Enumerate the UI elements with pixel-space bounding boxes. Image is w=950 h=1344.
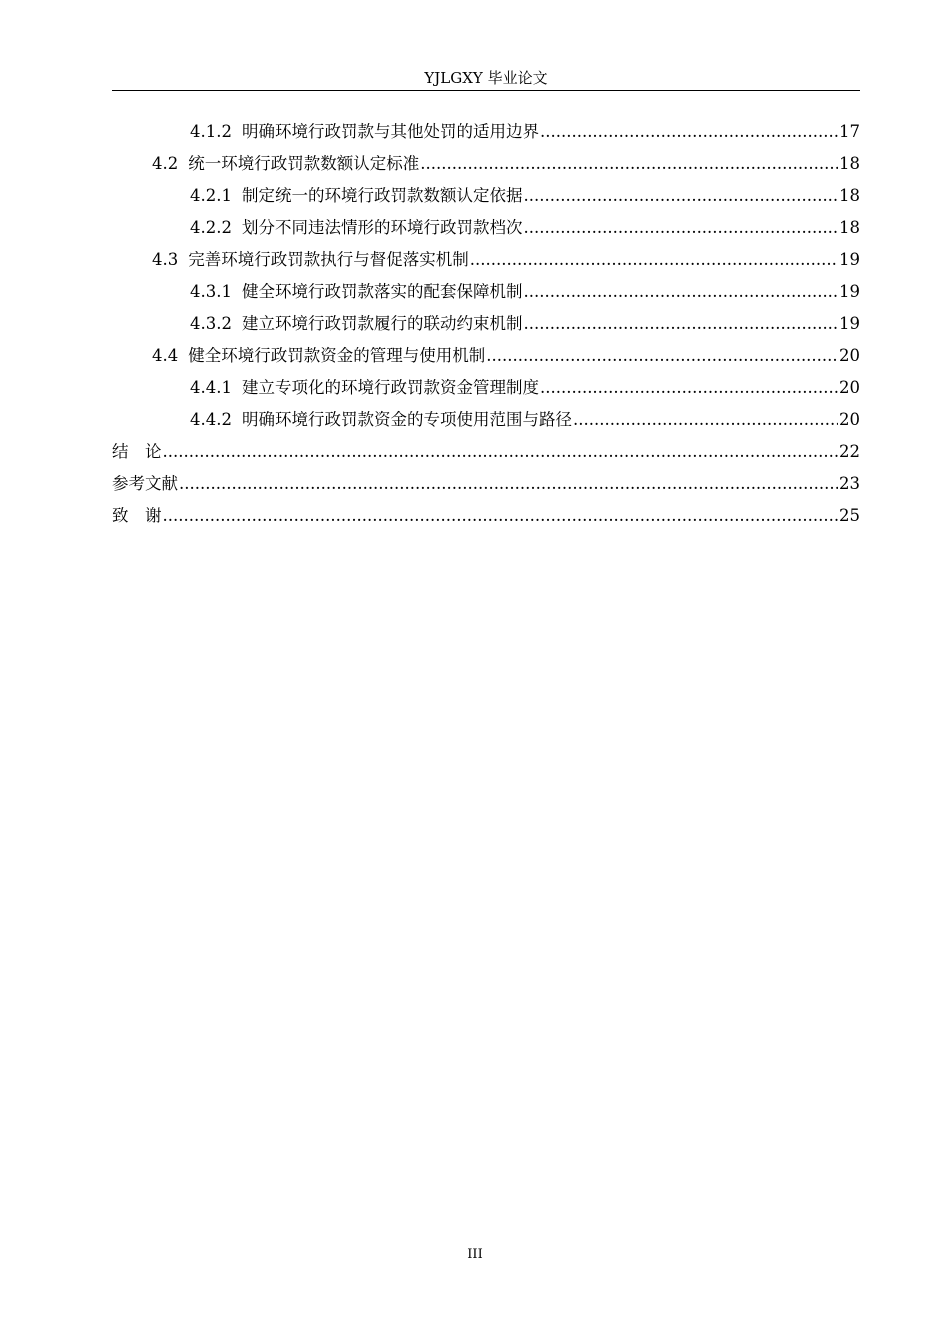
toc-leader-dots bbox=[523, 308, 838, 340]
toc-entry-number: 4.4 bbox=[152, 346, 179, 365]
toc-entry-title: 建立专项化的环境行政罚款资金管理制度 bbox=[241, 378, 539, 397]
toc-entry-page: 25 bbox=[839, 506, 860, 525]
toc-entry-number: 4.1.2 bbox=[190, 122, 232, 141]
toc-entry-title: 明确环境行政罚款资金的专项使用范围与路径 bbox=[241, 410, 572, 429]
toc-entry-number: 4.4.2 bbox=[190, 410, 232, 429]
toc-leader-dots bbox=[163, 500, 839, 532]
toc-entry-page: 20 bbox=[839, 410, 860, 429]
toc-leader-dots bbox=[523, 212, 838, 244]
page-number: III bbox=[467, 1247, 483, 1262]
toc-entry-number: 4.2.2 bbox=[190, 218, 232, 237]
toc-entry-title: 统一环境行政罚款数额认定标准 bbox=[188, 154, 420, 173]
toc-leader-dots bbox=[470, 244, 838, 276]
toc-entry-title: 健全环境行政罚款落实的配套保障机制 bbox=[241, 282, 523, 301]
toc-leader-dots bbox=[179, 468, 838, 500]
toc-entry-title: 完善环境行政罚款执行与督促落实机制 bbox=[188, 250, 469, 269]
toc-entry-page: 18 bbox=[839, 218, 860, 237]
toc-entry-number: 4.3.2 bbox=[190, 314, 232, 333]
table-of-contents bbox=[112, 116, 860, 532]
toc-entry-title: 划分不同违法情形的环境行政罚款档次 bbox=[241, 218, 523, 237]
toc-entry[interactable] bbox=[112, 500, 860, 532]
toc-entry-page: 17 bbox=[839, 122, 860, 141]
toc-entry[interactable] bbox=[112, 276, 860, 308]
toc-entry[interactable] bbox=[112, 372, 860, 404]
toc-entry-page: 20 bbox=[839, 346, 860, 365]
toc-entry[interactable] bbox=[112, 180, 860, 212]
page-header bbox=[112, 68, 860, 91]
toc-entry-page: 20 bbox=[839, 378, 860, 397]
toc-leader-dots bbox=[540, 372, 838, 404]
header-title: YJLGXY 毕业论文 bbox=[424, 69, 548, 87]
toc-entry-title: 结 论 bbox=[112, 442, 162, 461]
toc-entry[interactable] bbox=[112, 468, 860, 500]
toc-entry-page: 23 bbox=[839, 474, 860, 493]
toc-entry-number: 4.3 bbox=[152, 250, 179, 269]
toc-entry-title: 明确环境行政罚款与其他处罚的适用边界 bbox=[241, 122, 539, 141]
toc-leader-dots bbox=[420, 148, 838, 180]
toc-entry-title: 参考文献 bbox=[112, 474, 178, 493]
toc-entry[interactable] bbox=[112, 340, 860, 372]
toc-entry-page: 22 bbox=[839, 442, 860, 461]
toc-entry-title: 健全环境行政罚款资金的管理与使用机制 bbox=[188, 346, 486, 365]
toc-entry[interactable] bbox=[112, 148, 860, 180]
toc-entry-number: 4.4.1 bbox=[190, 378, 232, 397]
toc-leader-dots bbox=[540, 116, 838, 148]
toc-entry-number: 4.2.1 bbox=[190, 186, 232, 205]
toc-leader-dots bbox=[163, 436, 839, 468]
toc-entry-title: 制定统一的环境行政罚款数额认定依据 bbox=[241, 186, 523, 205]
toc-entry[interactable] bbox=[112, 436, 860, 468]
toc-entry[interactable] bbox=[112, 404, 860, 436]
toc-entry-page: 19 bbox=[839, 282, 860, 301]
toc-entry-title: 建立环境行政罚款履行的联动约束机制 bbox=[241, 314, 523, 333]
toc-leader-dots bbox=[573, 404, 838, 436]
toc-leader-dots bbox=[523, 276, 838, 308]
page-footer bbox=[0, 1246, 950, 1264]
toc-entry-page: 18 bbox=[839, 154, 860, 173]
toc-entry-page: 19 bbox=[839, 314, 860, 333]
toc-entry[interactable] bbox=[112, 116, 860, 148]
toc-entry[interactable] bbox=[112, 212, 860, 244]
toc-entry[interactable] bbox=[112, 244, 860, 276]
toc-entry-number: 4.3.1 bbox=[190, 282, 232, 301]
toc-entry-title: 致 谢 bbox=[112, 506, 162, 525]
toc-entry-page: 19 bbox=[839, 250, 860, 269]
toc-entry-page: 18 bbox=[839, 186, 860, 205]
toc-entry[interactable] bbox=[112, 308, 860, 340]
toc-leader-dots bbox=[523, 180, 838, 212]
toc-leader-dots bbox=[486, 340, 838, 372]
toc-entry-number: 4.2 bbox=[152, 154, 179, 173]
